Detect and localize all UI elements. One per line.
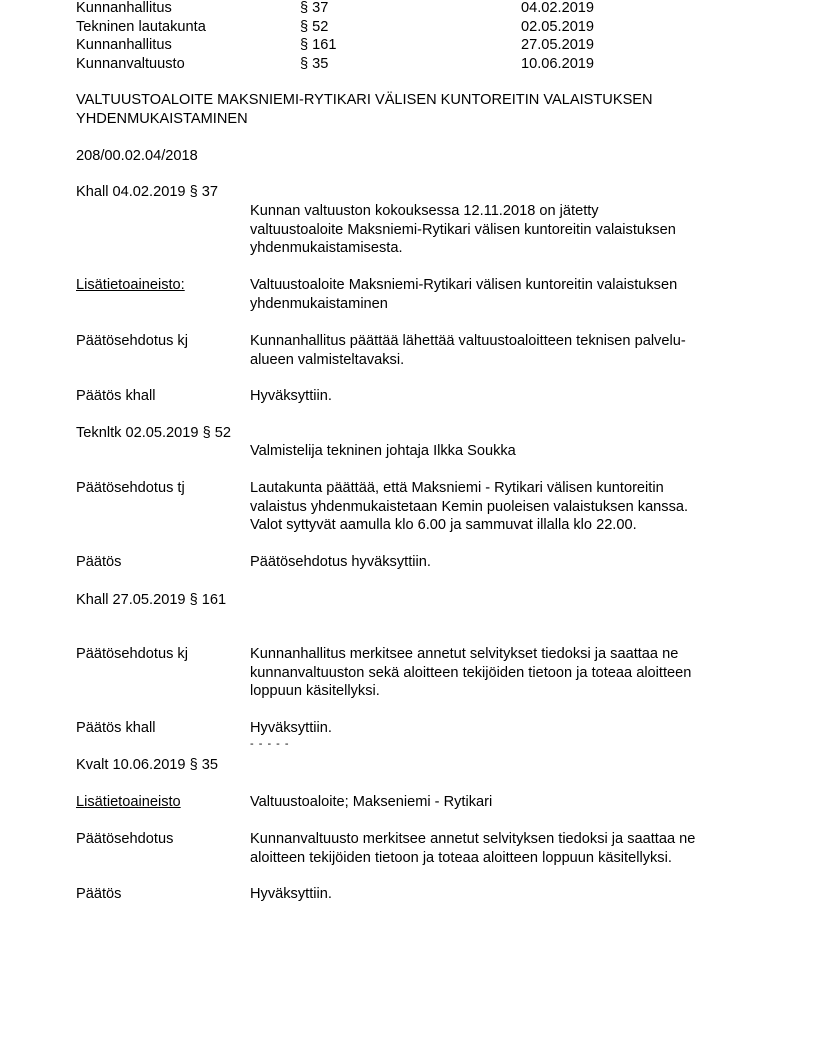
text-line: Kunnanhallitus merkitsee annetut selvitykset tiedoksi ja saattaa ne: [250, 646, 679, 662]
text-line: Kunnanhallitus päättää lähettää valtuustoaloitteen teknisen palvelu-: [250, 333, 686, 349]
history-body: Kunnanhallitus: [76, 0, 172, 16]
text-line: Lautakunta päättää, että Maksniemi - Rytikari välisen kuntoreitin: [250, 480, 664, 496]
history-body: Kunnanhallitus: [76, 37, 172, 53]
text-line: yhdenmukaistaminen: [250, 295, 388, 312]
text-line: alueen valmisteltavaksi.: [250, 351, 405, 368]
text-line: yhdenmukaistamisesta.: [250, 240, 403, 256]
title-line: YHDENMUKAISTAMINEN: [76, 110, 248, 127]
history-date: 10.06.2019: [521, 55, 595, 72]
text-line: Valtuustoaloite Maksniemi-Rytikari välisen kuntoreitin valaistuksen: [250, 277, 678, 293]
khall1-header: Khall 04.02.2019 § 37: [76, 184, 219, 200]
text-line: Kunnanvaltuusto merkitsee annetut selvityksen tiedoksi ja saattaa ne: [250, 831, 696, 847]
tekn-decision-label: Päätös: [76, 554, 122, 570]
tekn-preparer: Valmistelija tekninen johtaja Ilkka Soukka: [250, 443, 516, 459]
khall2-decision-label: Päätös khall: [76, 720, 156, 736]
kvalt-proposal-text: [250, 830, 770, 867]
history-body: Kunnanvaltuusto: [76, 55, 185, 72]
text-line: valtuustoaloite Maksniemi-Rytikari välisen kuntoreitin valaistuksen: [250, 221, 676, 238]
history-section: § 37: [300, 0, 329, 16]
khall1-intro: [250, 202, 770, 258]
kvalt-proposal-label: Päätösehdotus: [76, 831, 174, 847]
reference-number: 208/00.02.04/2018: [76, 148, 198, 164]
history-row: [76, 18, 776, 37]
separator: - - - - -: [250, 738, 290, 750]
history-date: 27.05.2019: [521, 37, 595, 53]
history-section: § 52: [300, 18, 329, 35]
text-line: kunnanvaltuuston sekä aloitteen tekijöiden tietoon ja toteaa aloitteen: [250, 664, 692, 681]
text-line: aloitteen tekijöiden tietoon ja toteaa aloitteen loppuun käsitellyksi.: [250, 849, 672, 866]
history-section: § 161: [300, 37, 337, 53]
tekn-proposal-text: [250, 479, 770, 535]
khall1-decision-text: Hyväksyttiin.: [250, 388, 332, 404]
history-section: § 35: [300, 55, 329, 72]
tekn-proposal-label: Päätösehdotus tj: [76, 480, 185, 496]
history-row: [76, 55, 776, 74]
khall2-decision-text: Hyväksyttiin.: [250, 720, 332, 736]
history-body: Tekninen lautakunta: [76, 18, 206, 35]
khall1-info-label: Lisätietoaineisto:: [76, 277, 185, 293]
document-title: [76, 91, 756, 128]
tekn-header: Teknltk 02.05.2019 § 52: [76, 425, 231, 441]
text-line: valaistus yhdenmukaistetaan Kemin puoleisen valaistuksen kanssa.: [250, 498, 689, 515]
kvalt-header: Kvalt 10.06.2019 § 35: [76, 757, 218, 773]
khall1-proposal-text: [250, 332, 770, 369]
kvalt-decision-text: Hyväksyttiin.: [250, 886, 332, 902]
khall2-proposal-label: Päätösehdotus kj: [76, 646, 188, 662]
kvalt-info-label: Lisätietoaineisto: [76, 794, 181, 810]
text-line: Kunnan valtuuston kokouksessa 12.11.2018 on jätetty: [250, 203, 599, 219]
title-line: VALTUUSTOALOITE MAKSNIEMI-RYTIKARI VÄLISEN KUNTOREITIN VALAISTUKSEN: [76, 92, 653, 108]
history-row: [76, 36, 776, 55]
history-date: 04.02.2019: [521, 0, 595, 16]
text-line: loppuun käsitellyksi.: [250, 683, 380, 699]
kvalt-info-text: Valtuustoaloite; Makseniemi - Rytikari: [250, 794, 493, 810]
history-row: [76, 0, 776, 18]
khall2-proposal-text: [250, 645, 770, 701]
tekn-decision-text: Päätösehdotus hyväksyttiin.: [250, 554, 431, 570]
khall1-decision-label: Päätös khall: [76, 388, 156, 404]
text-line: Valot syttyvät aamulla klo 6.00 ja sammuvat illalla klo 22.00.: [250, 517, 637, 533]
history-date: 02.05.2019: [521, 18, 595, 35]
khall1-info-text: [250, 276, 770, 313]
kvalt-decision-label: Päätös: [76, 886, 122, 902]
khall1-proposal-label: Päätösehdotus kj: [76, 333, 188, 349]
khall2-header: Khall 27.05.2019 § 161: [76, 592, 227, 608]
